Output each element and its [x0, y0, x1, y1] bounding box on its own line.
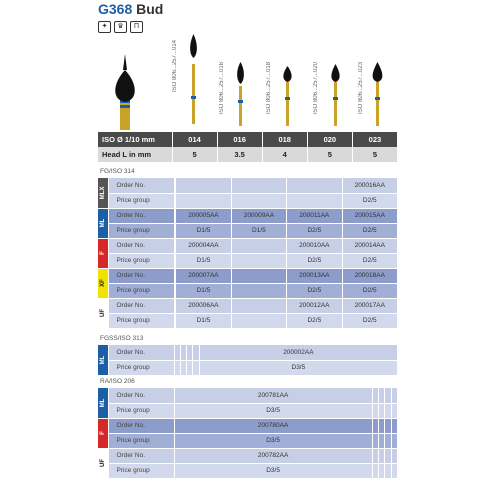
price-group-cell	[287, 193, 342, 208]
grit-tag-label: UF	[99, 309, 106, 317]
order-number-cell	[231, 178, 286, 193]
order-number-cell: 200005AA	[176, 208, 231, 223]
order-number-cell: 200007AA	[176, 268, 231, 283]
price-group-cell: D2/5	[342, 193, 397, 208]
order-number-cell: 200017AA	[342, 298, 397, 313]
price-group-cell: D1/5	[176, 223, 231, 238]
order-table	[98, 388, 398, 479]
price-group-cell	[231, 313, 286, 328]
grit-tag-label: UF	[99, 459, 106, 467]
usage-icons	[98, 21, 143, 33]
grit-tag	[98, 418, 108, 448]
order-number-cell: 200011AA	[287, 208, 342, 223]
order-row	[98, 448, 398, 463]
bur-023	[373, 62, 383, 126]
grit-tag-label: ML	[99, 355, 106, 365]
price-row	[98, 253, 398, 268]
iso-label-014: ISO 806...257...014	[172, 40, 178, 93]
grit-tag-label: F	[99, 431, 106, 435]
iso-label-023: ISO 806...257...023	[358, 62, 364, 115]
order-row	[98, 208, 398, 223]
size-cell: 016	[217, 132, 262, 147]
grit-tag-label: ML	[99, 218, 106, 228]
iso-label-020: ISO 806...257...020	[313, 62, 319, 115]
price-group-cell: D2/5	[342, 283, 397, 298]
bur-illustrations	[0, 34, 500, 130]
price-label: Price group	[108, 253, 174, 268]
order-number-cell: 200014AA	[342, 238, 397, 253]
grit-tag-label: MLX	[99, 186, 106, 200]
order-number-cell: 200004AA	[176, 238, 231, 253]
price-label: Price group	[108, 223, 174, 238]
grit-tag-label: F	[99, 251, 106, 255]
order-row	[98, 388, 398, 403]
spec-header-table	[98, 132, 398, 162]
order-number-cell: 200781AA	[174, 388, 372, 403]
order-number-cell	[176, 178, 231, 193]
price-group-cell	[391, 463, 397, 478]
head-cell: 3.5	[217, 147, 262, 162]
price-row	[98, 403, 398, 418]
order-label: Order No.	[108, 298, 174, 313]
grit-tag	[98, 208, 108, 238]
bridge-icon: Π	[130, 21, 143, 33]
order-number-cell: 200012AA	[287, 298, 342, 313]
order-number-cell	[231, 298, 286, 313]
bur-018	[283, 66, 291, 126]
product-code: G368	[98, 1, 133, 17]
price-label: Price group	[108, 360, 174, 375]
order-number-cell: 200009AA	[231, 208, 286, 223]
size-cell: 014	[172, 132, 217, 147]
price-label: Price group	[108, 313, 174, 328]
grit-tag	[98, 178, 108, 208]
grit-tag	[98, 298, 108, 328]
head-length-label: Head L in mm	[98, 147, 172, 162]
order-number-cell: 200018AA	[342, 268, 397, 283]
head-cell: 5	[307, 147, 352, 162]
price-group-cell: D1/5	[176, 313, 231, 328]
grit-tag-label: ML	[99, 398, 106, 408]
price-row	[98, 193, 398, 208]
order-label: Order No.	[108, 388, 174, 403]
order-number-cell: 200013AA	[287, 268, 342, 283]
tooth-icon: ✦	[98, 21, 111, 33]
size-cell: 023	[352, 132, 397, 147]
order-label: Order No.	[108, 238, 174, 253]
order-label: Order No.	[108, 178, 174, 193]
grit-tag	[98, 388, 108, 418]
order-number-cell: 200782AA	[174, 448, 372, 463]
price-group-cell: D3/5	[199, 360, 397, 375]
order-row	[98, 268, 398, 283]
section-title: FGSS/ISO 313	[100, 335, 144, 342]
price-label: Price group	[108, 433, 174, 448]
order-number-cell: 200010AA	[287, 238, 342, 253]
price-group-cell: D2/5	[287, 223, 342, 238]
order-number-cell	[231, 238, 286, 253]
order-number-cell: 200780AA	[174, 418, 372, 433]
order-number-cell	[231, 268, 286, 283]
order-number-cell: 200016AA	[342, 178, 397, 193]
head-cell: 5	[172, 147, 217, 162]
price-group-cell: D2/5	[287, 253, 342, 268]
price-group-cell	[391, 403, 397, 418]
grit-tag-label: XF	[99, 279, 106, 287]
order-row	[98, 298, 398, 313]
order-label: Order No.	[108, 268, 174, 283]
crown-icon: ♛	[114, 21, 127, 33]
order-row	[98, 418, 398, 433]
order-row	[98, 345, 398, 360]
price-group-cell: D3/5	[174, 433, 372, 448]
price-row	[98, 283, 398, 298]
order-label: Order No.	[108, 418, 174, 433]
section-title: RA/ISO 206	[100, 378, 135, 385]
price-row	[98, 360, 398, 375]
order-number-cell	[391, 388, 397, 403]
price-label: Price group	[108, 463, 174, 478]
price-group-cell: D1/5	[176, 283, 231, 298]
order-number-cell	[391, 448, 397, 463]
head-length-row	[98, 147, 398, 162]
order-label: Order No.	[108, 208, 174, 223]
section-title: FG/ISO 314	[100, 168, 135, 175]
price-group-cell: D3/5	[174, 463, 372, 478]
price-group-cell	[231, 193, 286, 208]
bur-016	[237, 62, 244, 126]
price-group-cell: D1/5	[176, 253, 231, 268]
price-group-cell	[231, 283, 286, 298]
grit-tag	[98, 238, 108, 268]
price-group-cell: D2/5	[342, 313, 397, 328]
bur-014	[190, 34, 197, 124]
head-cell: 5	[352, 147, 397, 162]
size-cell: 020	[307, 132, 352, 147]
product-name: Bud	[136, 1, 164, 17]
order-row	[98, 238, 398, 253]
price-row	[98, 223, 398, 238]
price-label: Price group	[108, 283, 174, 298]
product-title	[98, 1, 163, 17]
price-row	[98, 463, 398, 478]
price-group-cell: D2/5	[287, 313, 342, 328]
price-row	[98, 433, 398, 448]
order-table	[98, 345, 398, 376]
price-group-cell: D2/5	[342, 223, 397, 238]
order-number-cell: 200006AA	[176, 298, 231, 313]
grit-tag	[98, 268, 108, 298]
order-table	[98, 178, 398, 329]
iso-size-label: ISO Ø 1/10 mm	[98, 132, 172, 147]
order-number-cell	[391, 418, 397, 433]
order-number-cell: 200002AA	[199, 345, 397, 360]
bur-020	[331, 64, 339, 126]
price-group-cell: D2/5	[287, 283, 342, 298]
price-group-cell	[176, 193, 231, 208]
order-number-cell	[287, 178, 342, 193]
price-group-cell: D2/5	[342, 253, 397, 268]
order-label: Order No.	[108, 345, 174, 360]
price-row	[98, 313, 398, 328]
price-label: Price group	[108, 193, 174, 208]
price-group-cell	[391, 433, 397, 448]
size-cell: 018	[262, 132, 307, 147]
iso-label-016: ISO 806...257...016	[219, 62, 225, 115]
price-group-cell: D3/5	[174, 403, 372, 418]
price-group-cell: D1/5	[231, 223, 286, 238]
iso-label-018: ISO 806...257...018	[266, 62, 272, 115]
grit-tag	[98, 345, 108, 375]
price-group-cell	[231, 253, 286, 268]
head-cell: 4	[262, 147, 307, 162]
order-label: Order No.	[108, 448, 174, 463]
large-bur-image	[115, 54, 135, 130]
price-label: Price group	[108, 403, 174, 418]
order-number-cell: 200015AA	[342, 208, 397, 223]
order-row	[98, 178, 398, 193]
grit-tag	[98, 448, 108, 478]
iso-size-row	[98, 132, 398, 147]
